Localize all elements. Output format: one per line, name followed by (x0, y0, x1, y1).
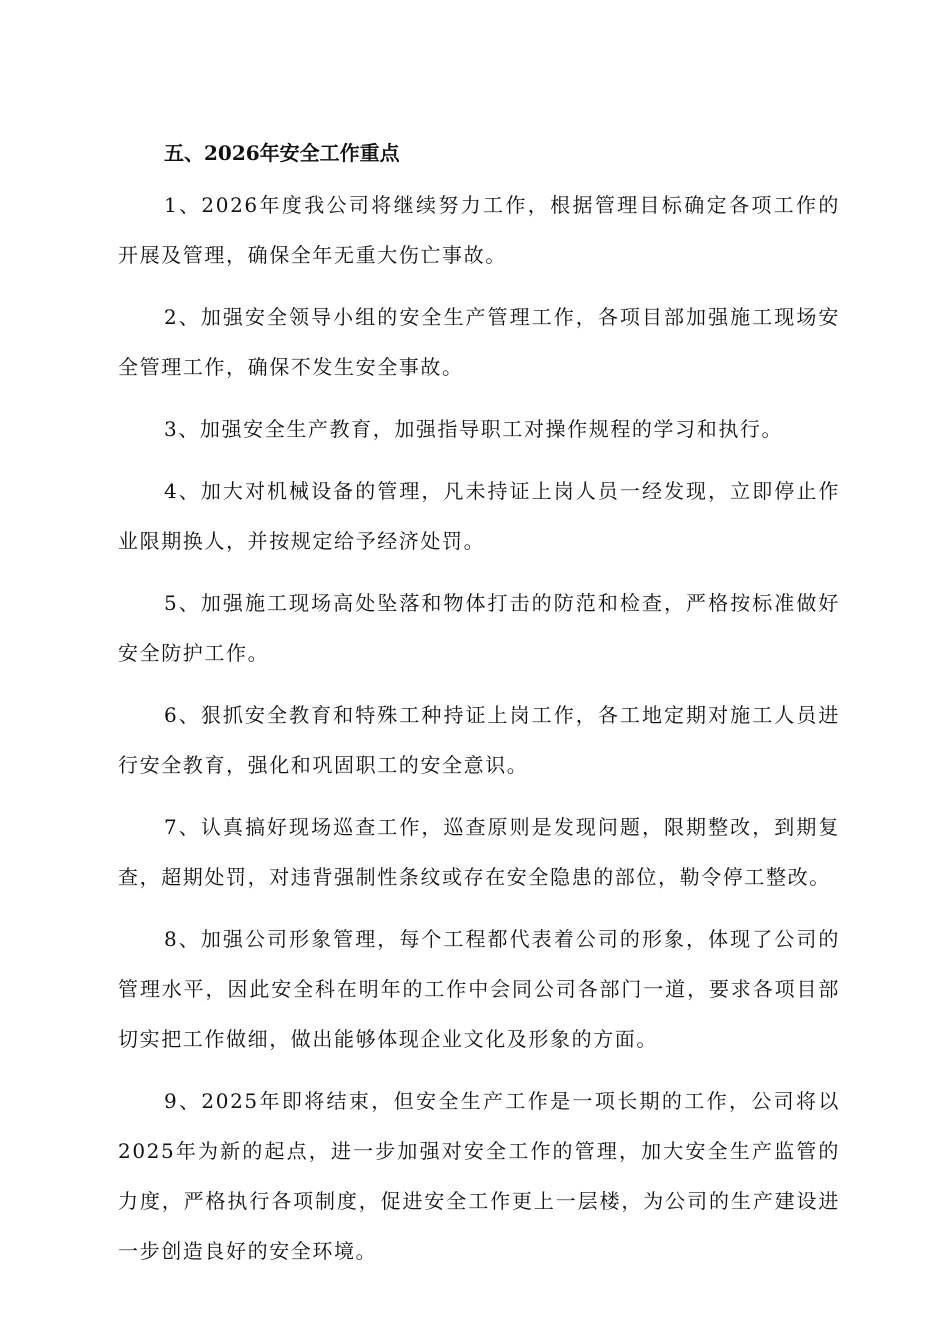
paragraph-2: 2、加强安全领导小组的安全生产管理工作，各项目部加强施工现场安全管理工作，确保不发生安全事故。 (118, 305, 840, 379)
paragraph-8: 8、加强公司形象管理，每个工程都代表着公司的形象，体现了公司的管理水平，因此安全科在明年的工作中会同公司各部门一道，要求各项目部切实把工作做细，做出能够体现企业文化及形象的方面。 (118, 927, 840, 1051)
paragraph-7: 7、认真搞好现场巡查工作，巡查原则是发现问题，限期整改，到期复查，超期处罚，对违背强制性条纹或存在安全隐患的部位，勒令停工整改。 (118, 815, 840, 889)
paragraph-4: 4、加大对机械设备的管理，凡未持证上岗人员一经发现，立即停止作业限期换人，并按规定给予经济处罚。 (118, 479, 840, 553)
section-heading: 五、2026年安全工作重点 (164, 141, 400, 165)
paragraph-3: 3、加强安全生产教育，加强指导职工对操作规程的学习和执行。 (164, 417, 784, 441)
paragraph-1: 1、2026年度我公司将继续努力工作，根据管理目标确定各项工作的开展及管理，确保全年无重大伤亡事故。 (118, 193, 840, 267)
paragraph-5: 5、加强施工现场高处坠落和物体打击的防范和检查，严格按标准做好安全防护工作。 (118, 591, 840, 665)
document-body (118, 132, 840, 1288)
paragraph-6: 6、狠抓安全教育和特殊工种持证上岗工作，各工地定期对施工人员进行安全教育，强化和巩固职工的安全意识。 (118, 703, 840, 777)
paragraph-9: 9、2025年即将结束，但安全生产工作是一项长期的工作，公司将以2025年为新的起点，进一步加强对安全工作的管理，加大安全生产监管的力度，严格执行各项制度，促进安全工作更上一层楼，为公司的生产建设进一步创造良好的安全环境。 (118, 1089, 840, 1263)
